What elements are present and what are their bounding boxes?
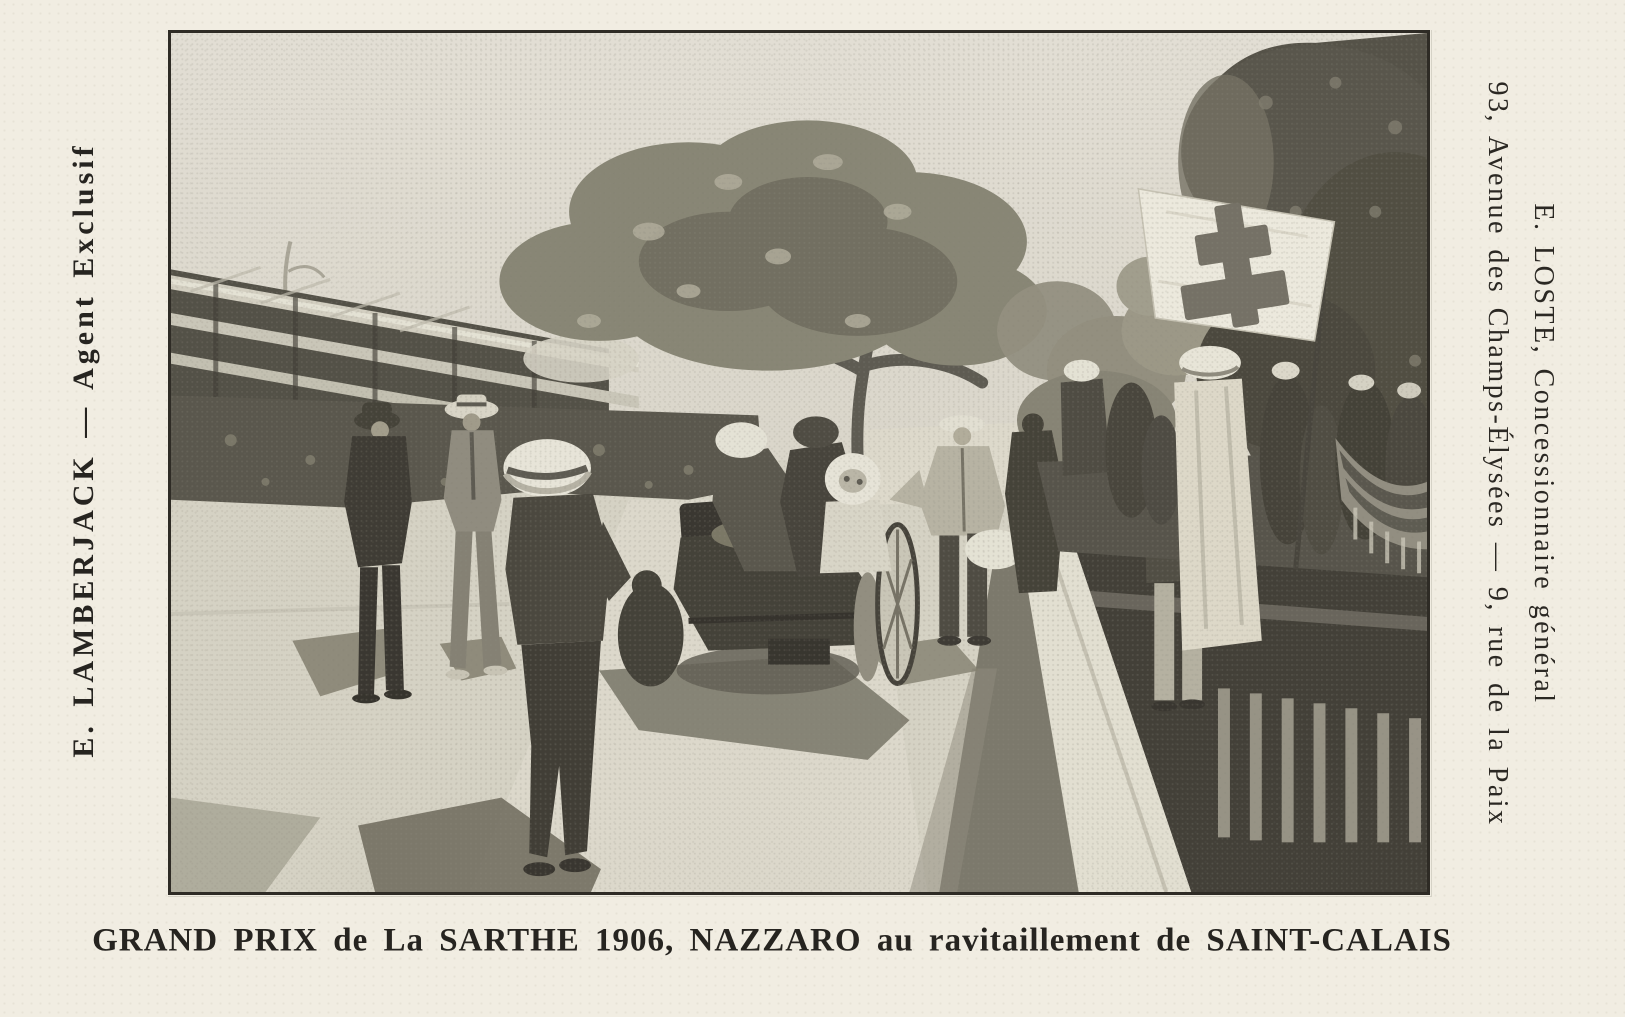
right-margin-line2: 93, Avenue des Champs-Élysées — 9, rue de la Paix (1482, 81, 1513, 827)
halftone-overlay (171, 33, 1427, 892)
photo-racing-scene (171, 33, 1427, 892)
caption: GRAND PRIX de La SARTHE 1906, NAZZARO au ravitaillement de SAINT-CALAIS (92, 922, 1452, 959)
right-margin-line1: E. LOSTE, Concessionnaire général (1528, 203, 1559, 705)
photo-frame (168, 30, 1430, 895)
left-margin-text: E. LAMBERJACK — Agent Exclusif (67, 142, 100, 758)
right-margin-text (1474, 81, 1566, 826)
